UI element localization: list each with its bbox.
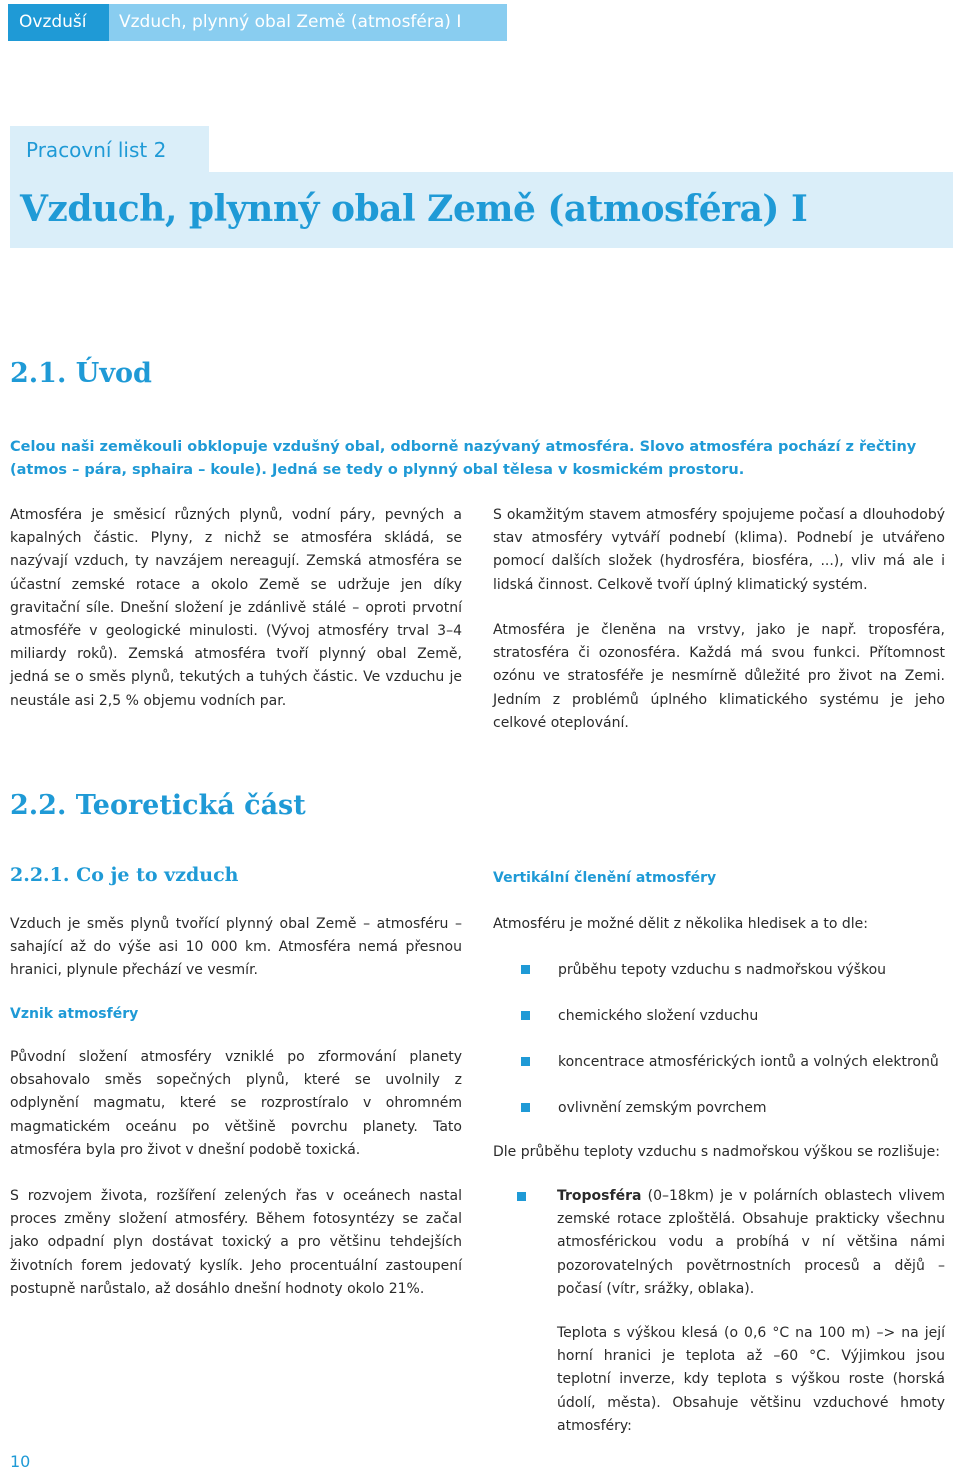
worksheet-label: Pracovní list 2	[10, 126, 209, 172]
intro-heading: 2.1. Úvod	[10, 358, 152, 389]
vertical-intro: Atmosféru je možné dělit z několika hledisek a to dle:	[493, 916, 868, 932]
what-is-air-heading: 2.2.1. Co je to vzduch	[10, 864, 239, 886]
origin-heading: Vznik atmosféry	[10, 1006, 139, 1022]
troposphere-paragraph	[557, 1185, 945, 1301]
troposphere-note: Teplota s výškou klesá (o 0,6 °C na 100 m) –> na její horní hranici je teplota až –60 °C. Výjimkou jsou teplotní inverze, kdy teplota s výškou roste (horská údolí, města). Obsahuje většinu vzduchové hmoty atmosféry:	[557, 1325, 945, 1434]
criteria-list	[521, 960, 951, 1144]
intro-right-paragraph-2: Atmosféra je členěna na vrstvy, jako je např. troposféra, stratosféra či ozonosféra. Každá má svou funkci. Přítomnost ozónu ve stratosféře je nesmírně důležité pro život na Zemi. Jedním z problémů úplného klimatického systému je jeho celkové oteplování.	[493, 622, 945, 731]
section-tab: Ovzduší	[8, 4, 109, 41]
origin-paragraph-1: Původní složení atmosféry vzniklé po zformování planety obsahovalo směs sopečných plynů, které se uvolnily z odplynění magmatu, které se rozprostíralo v ohromném magmatickém oceánu po většině povrchu planety. Tato atmosféra byla pro život v dnešní podobě toxická.	[10, 1049, 462, 1158]
criteria-item: průběhu tepoty vzduchu s nadmořskou výškou	[521, 960, 951, 1006]
temperature-intro: Dle průběhu teploty vzduchu s nadmořskou výškou se rozlišuje:	[493, 1144, 940, 1160]
vertical-division-heading: Vertikální členění atmosféry	[493, 870, 717, 886]
troposphere-term: Troposféra	[557, 1188, 642, 1204]
page-title: Vzduch, plynný obal Země (atmosféra) I	[20, 188, 808, 230]
intro-left-paragraph: Atmosféra je směsicí různých plynů, vodní páry, pevných a kapalných částic. Plyny, z nichž se atmosféra skládá, se nazývají vzduch, ty navzájem nereagují. Zemská atmosféra se účastní zemské rotace a okolo Země se udržuje jen díky gravitační síle. Dnešní složení je zdánlivě stálé – oproti prvotní atmosféře v geologické minulosti. (Vývoj atmosféry trval 3–4 miliardy roků). Zemská atmosféra tvoří plynný obal Země, jedná se o směs plynů, tekutých a tuhých částic. Ve vzduchu je neustále asi 2,5 % objemu vodních par.	[10, 507, 462, 709]
troposphere-text: (0–18km) je v polárních oblastech vlivem zemské rotace zploštělá. Obsahuje prakticky všechnu atmosférickou vodu a probíhá v ní většina námi pozorovatelných povětrnostních procesů a dějů – počasí (vítr, srážky, oblaka).	[557, 1188, 945, 1297]
origin-paragraph-2: S rozvojem života, rozšíření zelených řas v oceánech nastal proces změny složení atmosféry. Během fotosyntézy se začal jako odpadní plyn dostávat toxický a pro většinu tehdejších životních forem jedovatý kyslík. Jeho procentuální zastoupení postupně narůstalo, až dosáhlo dnešní hodnoty okolo 21%.	[10, 1188, 462, 1297]
intro-right-paragraph-1: S okamžitým stavem atmosféry spojujeme počasí a dlouhodobý stav atmosféry vytváří podnebí (klima). Podnebí je utvářeno pomocí dalších složek (hydrosféra, biosféra, ...), vliv má ale i lidská činnost. Celkově tvoří úplný klimatický systém.	[493, 507, 945, 593]
what-is-air-paragraph: Vzduch je směs plynů tvořící plynný obal Země – atmosféru – sahající až do výše asi 10 000 km. Atmosféra nemá přesnou hranici, plynule přechází ve vesmír.	[10, 916, 462, 979]
intro-lead: Celou naši zeměkouli obklopuje vzdušný obal, odborně nazývaný atmosféra. Slovo atmosféra pochází z řečtiny (atmos – pára, sphaira – koule). Jedná se tedy o plynný obal tělesa v kosmickém prostoru.	[10, 439, 917, 478]
troposphere-bullet	[517, 1192, 526, 1201]
criteria-item: chemického složení vzduchu	[521, 1006, 951, 1052]
page-number: 10	[10, 1452, 31, 1471]
criteria-item: koncentrace atmosférických iontů a volných elektronů	[521, 1052, 951, 1098]
theory-heading: 2.2. Teoretická část	[10, 790, 306, 821]
topic-tab: Vzduch, plynný obal Země (atmosféra) I	[109, 4, 507, 41]
criteria-item: ovlivnění zemským povrchem	[521, 1098, 951, 1144]
